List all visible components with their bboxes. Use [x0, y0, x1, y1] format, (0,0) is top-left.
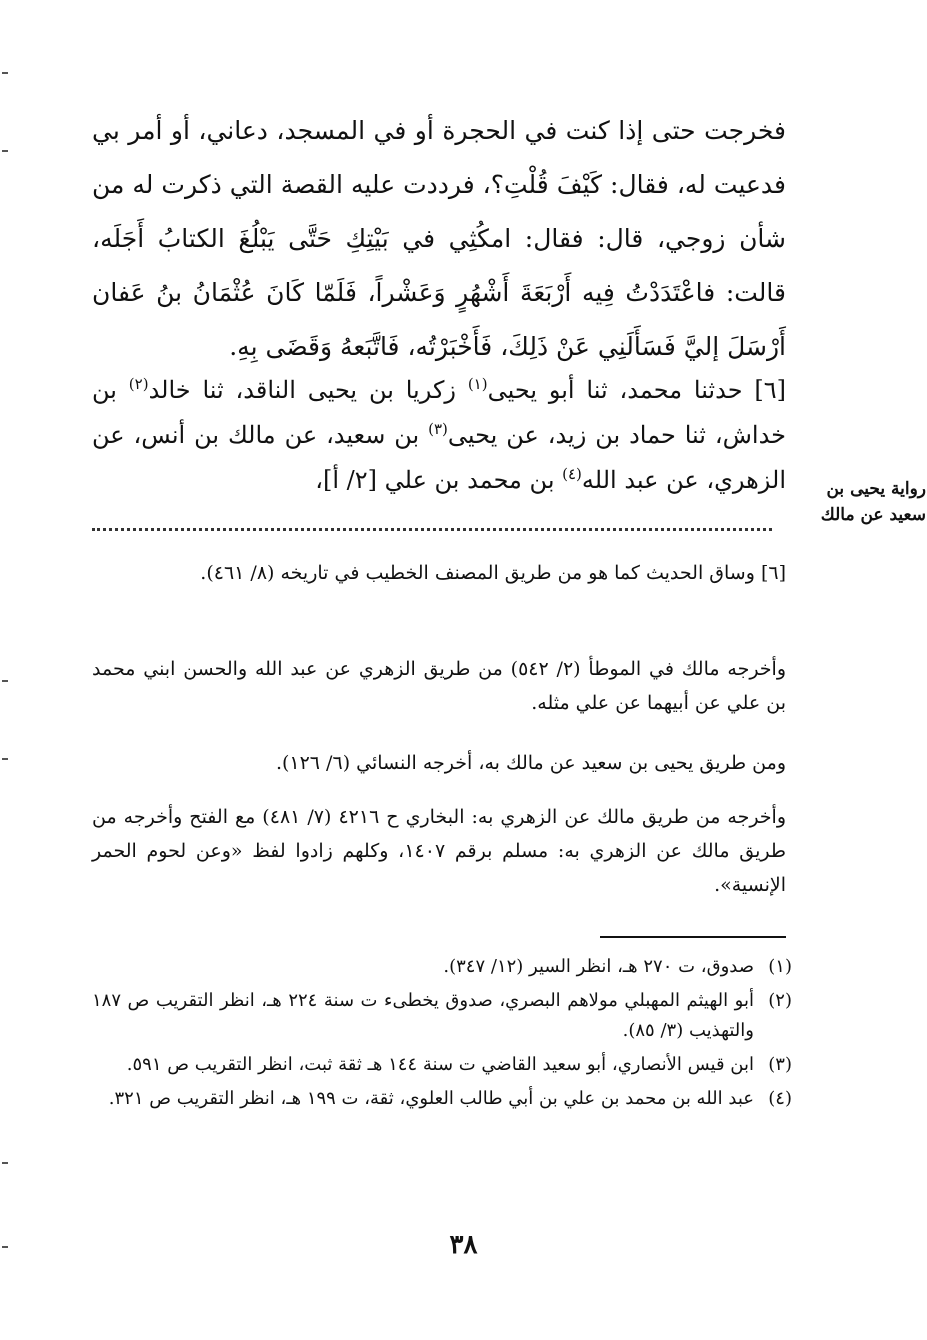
scan-edge-mark	[2, 680, 8, 682]
footnote-text: صدوق، ت ٢٧٠ هـ، انظر السير (١٢/ ٣٤٧).	[443, 956, 754, 977]
footnote-number: (١)	[768, 956, 792, 977]
isnad-text: [٦] حدثنا محمد، ثنا أبو يحيى	[487, 376, 787, 404]
isnad-text: بن خداش، ثنا حماد بن زيد، عن يحيى	[92, 376, 786, 449]
scan-edge-mark	[2, 1162, 8, 1164]
footnote	[92, 952, 792, 982]
isnad-text: زكريا بن يحيى الناقد، ثنا خالد	[148, 376, 468, 404]
footnote-number: (٣)	[768, 1054, 792, 1075]
footnote-ref-2[interactable]: (٢)	[128, 375, 149, 393]
footnote	[92, 1084, 792, 1114]
commentary-paragraph: ومن طريق يحيى بن سعيد عن مالك به، أخرجه النسائي (٦/ ١٢٦).	[275, 752, 786, 774]
footnote-number: (٢)	[768, 990, 792, 1011]
commentary-paragraph: وأخرجه من طريق مالك عن الزهري به: البخاري ح ٤٢١٦ (٧/ ٤٨١) مع الفتح وأخرجه من طريق مالك عن الزهري به: مسلم برقم ١٤٠٧، وكلهم زادوا لفظ «وعن لحوم الحمر الإنسية».	[92, 806, 787, 896]
page-number: ٣٨	[449, 1230, 478, 1260]
commentary-paragraph: وأخرجه مالك في الموطأ (٢/ ٥٤٢) من طريق الزهري عن عبد الله والحسن ابني محمد بن علي عن أبيهما عن علي مثله.	[92, 658, 787, 714]
isnad-text: بن سعيد، عن مالك بن أنس، عن الزهري، عن عبد الله	[92, 421, 786, 494]
footnote-ref-1[interactable]: (١)	[467, 375, 488, 393]
margin-note: رواية يحيى بن سعيد عن مالك	[820, 479, 926, 525]
footnote	[92, 1050, 792, 1080]
footnote-text: ابن قيس الأنصاري، أبو سعيد القاضي ت سنة ١٤٤ هـ ثقة ثبت، انظر التقريب ص ٥٩١.	[126, 1054, 754, 1075]
commentary-paragraph: [٦] وساق الحديث كما هو من طريق المصنف الخطيب في تاريخه (٨/ ٤٦١).	[200, 562, 786, 584]
footnote-ref-4[interactable]: (٤)	[562, 465, 582, 483]
footnote-rule	[600, 936, 786, 938]
isnad-text: بن محمد بن علي [٢/ أ]،	[315, 466, 563, 494]
footnote-number: (٤)	[768, 1088, 792, 1109]
footnote-ref-3[interactable]: (٣)	[428, 420, 448, 438]
scan-edge-mark	[2, 758, 8, 760]
scan-edge-mark	[2, 72, 8, 74]
main-hadith-text: فخرجت حتى إذا كنت في الحجرة أو في المسجد، دعاني، أو أمر بي فدعيت له، فقال: كَيْفَ قُلْتِ؟، فرددت عليه القصة التي ذكرت له من شأن زوجي، قال: فقال: امكُثِي في بَيْتِكِ حَتَّى يَبْلُغَ الكتابُ أَجَلَه، قالت: فاعْتَدَدْتُ فِيه أَرْبَعَةَ أَشْهُرٍ وَعَشْراً، فَلَمّا كَانَ عُثْمَانُ بنُ عَفان أَرْسَلَ إليَّ فَسَأَلَنِي عَنْ ذَلِكَ، فَأَخْبَرْتُه، فَاتَّبَعهُ وَقَضَى بِهِ.	[92, 116, 786, 361]
dotted-separator	[92, 528, 772, 531]
scan-edge-mark	[2, 150, 8, 152]
footnotes	[92, 952, 792, 1118]
hadith-6-isnad	[92, 368, 786, 503]
footnote-text: أبو الهيثم المهبلي مولاهم البصري، صدوق يخطىء ت سنة ٢٢٤ هـ، انظر التقريب ص ١٨٧ والتهذيب (٣/ ٨٥).	[92, 990, 754, 1041]
footnote-text: عبد الله بن محمد بن علي بن أبي طالب العلوي، ثقة، ت ١٩٩ هـ، انظر التقريب ص ٣٢١.	[108, 1088, 754, 1109]
footnote	[92, 986, 792, 1046]
